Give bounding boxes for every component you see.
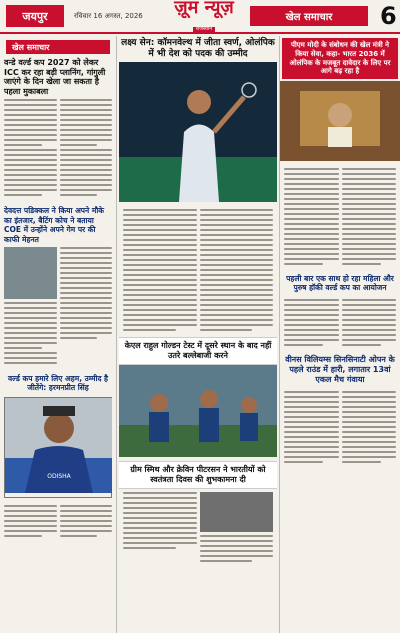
right-column bbox=[279, 36, 400, 633]
center-column bbox=[119, 36, 277, 633]
pm-body bbox=[280, 165, 400, 271]
lead-body bbox=[119, 206, 277, 337]
section-title: खेल समाचार bbox=[250, 6, 368, 26]
pm-speech-photo bbox=[280, 81, 400, 161]
venus-body bbox=[280, 388, 400, 469]
smith-headline: ग्रीम स्मिथ और क्रेविन पीटरसन ने भारतीयों को स्वतंत्रता दिवस की शुभकामना दी bbox=[119, 461, 277, 489]
hockey-body bbox=[280, 296, 400, 352]
section-label: खेल समाचार bbox=[6, 40, 110, 54]
player-portraits bbox=[200, 492, 274, 532]
date-label: रविवार 16 अगस्त, 2026 bbox=[74, 11, 143, 20]
hockey-player-illustration bbox=[5, 398, 112, 493]
story3-headline: वर्ल्ड कप हमारे लिए अहम, उम्मीद है जीतेंगे: हरमनप्रीत सिंह bbox=[7, 373, 109, 393]
story1-headline: वन्डे वर्ल्ड कप 2027 को लेकर ICC कर रहा बड़ी प्लानिंग, गांगुली जाएंगे के दिन खेला जा सकता है पहला मुकाबला bbox=[4, 58, 106, 96]
venus-headline: वीनस विलियम्स सिनसिनाटी ओपन के पहले राउंड में हारी, लगातार 13वां एकल मैच गंवाया bbox=[285, 354, 395, 384]
story3-body bbox=[0, 502, 116, 543]
story1-body bbox=[0, 96, 116, 202]
masthead bbox=[0, 0, 400, 34]
newspaper-logo bbox=[162, 0, 246, 33]
logo-text: ज़ूम न्यूज़ bbox=[174, 0, 234, 18]
hockey-worldcup-headline: पहली बार एक साथ हो रहा महिला और पुरुष हॉकी वर्ल्ड कप का आयोजन bbox=[286, 274, 394, 293]
logo-sub: राजस्थान bbox=[193, 27, 215, 32]
smith-body bbox=[119, 489, 277, 568]
pm-modi-caption: पीएम मोदी के संबोधन की खेल मंत्री ने किया सेवा, कहा- भारत 2036 में ओलंपिक के मजबूत दावेदार के लिए पर आगे बढ़ रहा है bbox=[282, 38, 398, 79]
left-column bbox=[0, 36, 117, 633]
cricket-photo bbox=[4, 247, 57, 299]
rahul-headline: केएल राहुल गोल्डन टेस्ट में दूसरे स्थान के बाद नहीं उतरे बल्लेबाजी करने bbox=[119, 337, 277, 365]
page-number: 6 bbox=[380, 2, 397, 30]
svg-text:ODISHA: ODISHA bbox=[47, 472, 71, 480]
badminton-photo bbox=[119, 62, 277, 202]
lead-headline: लक्ष्य सेन: कॉमनवेल्थ में जीता स्वर्ण, ओलंपिक में भी देश को पदक की उम्मीद bbox=[121, 38, 275, 59]
story2-headline: देवदत्त पडिक्कल ने किया अपने मौके का इंतजार, बैटिंग कोच ने बताया COE में उन्होंने अपने गेम पर की काफी मेहनत bbox=[4, 206, 105, 244]
story2-body bbox=[0, 244, 116, 370]
city-label: जयपुर bbox=[6, 5, 64, 27]
cricket-team-photo bbox=[119, 365, 277, 457]
hockey-player-photo bbox=[4, 397, 112, 498]
